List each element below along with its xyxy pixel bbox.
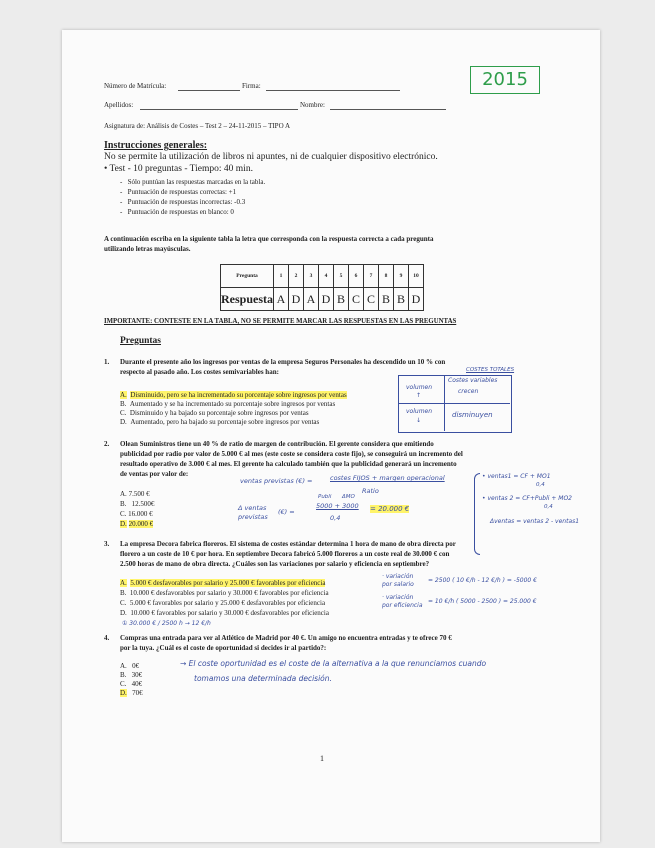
q3-note: por salario — [382, 581, 414, 588]
q-number: 3 — [304, 265, 319, 288]
answer-cell[interactable]: B — [334, 288, 349, 311]
option-letter: A. — [120, 579, 127, 587]
q1-note: Costes variables — [448, 377, 498, 384]
q4-note: tomamos una determinada decisión. — [194, 674, 332, 683]
q2-note: ΔMO — [342, 494, 355, 500]
q3-option-b: B. 10.000 € desfavorables por salario y 30.000 € favorables por eficiencia — [120, 589, 329, 597]
q1-note: volumen — [406, 384, 433, 391]
q3-option-a — [120, 579, 325, 587]
q2-option-b: B. 12.500€ — [120, 500, 155, 508]
q2-note: • ventas 2 = CF+Publi + MO2 — [482, 495, 573, 502]
firma-label: Firma: — [242, 82, 261, 90]
q2-option-c: C. 16.000 € — [120, 510, 153, 518]
q1-option-d: D. Aumentado, pero ha bajado su porcentaje sobre ingresos por ventas — [120, 418, 320, 426]
q1-note: ↑ — [416, 392, 422, 399]
option-text: Disminuido, pero se ha incrementado su porcentaje sobre ingresos por ventas — [130, 391, 347, 399]
q3-note: · variación — [382, 573, 414, 580]
q3-note: = 2500 ( 10 €/h - 12 €/h ) = -5000 € — [428, 577, 537, 584]
important-note: IMPORTANTE: CONTESTE EN LA TABLA, NO SE PERMITE MARCAR LAS RESPUESTAS EN LAS PREGUNTAS — [104, 318, 457, 325]
q4-option-c: C. 40€ — [120, 680, 143, 688]
answer-cell[interactable]: D — [319, 288, 334, 311]
q3-option-c: C. 5.000 € favorables por salario y 25.000 € desfavorables por eficiencia — [120, 599, 326, 607]
q2-text-4: de ventas por valor de: — [120, 470, 189, 478]
option-text: 5.000 € desfavorables por salario y 25.000 € favorables por eficiencia — [130, 579, 326, 587]
bullet-2: - Puntuación de respuestas correctas: +1 — [120, 188, 237, 196]
q2-note: Δventas = ventas 2 - ventas1 — [490, 518, 580, 525]
q4-text-2: por la tuya. ¿Cuál es el coste de oportunidad si decides ir al partido?: — [120, 644, 327, 652]
q2-note: (€) = — [278, 508, 295, 516]
q3-note: por eficiencia — [382, 602, 423, 609]
bullet-4: - Puntuación de respuestas en blanco: 0 — [120, 208, 234, 216]
nombre-label: Nombre: — [300, 101, 325, 109]
q1-option-c: C. Disminuido y ha bajado su porcentaje sobre ingresos por ventas — [120, 409, 309, 417]
q1-text-2: respecto al pasado año. Los costes semivariables han: — [120, 368, 279, 376]
option-letter: D. — [120, 520, 127, 528]
answer-cell[interactable]: D — [289, 288, 304, 311]
asignatura: Asignatura de: Análisis de Costes – Test 2 – 24-11-2015 – TIPO A — [104, 122, 291, 130]
q2-note: 5000 + 3000 — [316, 502, 359, 510]
q2-text-1: Olean Suministros tiene un 40 % de ratio de margen de contribución. El gerente considera que emitiendo — [120, 440, 434, 448]
q2-note: previstas — [238, 513, 268, 521]
q-number: 9 — [394, 265, 409, 288]
q2-result: = 20.000 € — [370, 505, 410, 513]
q4-number: 4. — [104, 634, 110, 642]
q-number: 7 — [364, 265, 379, 288]
q-number: 2 — [289, 265, 304, 288]
q2-note: Ratio — [362, 487, 379, 495]
q2-brace — [474, 473, 480, 555]
q4-option-d: D. 70€ — [120, 689, 143, 697]
answer-cell[interactable]: C — [364, 288, 379, 311]
q4-text-1: Compras una entrada para ver al Atlético de Madrid por 40 €. Un amigo no encuentra entradas y te ofrece 70 € — [120, 634, 452, 642]
question-number-row — [221, 265, 424, 288]
instructions-line1: No se permite la utilización de libros ni apuntes, ni de cualquier dispositivo electrónico. — [104, 152, 438, 162]
answer-cell[interactable]: C — [349, 288, 364, 311]
q-number: 4 — [319, 265, 334, 288]
q-number: 8 — [379, 265, 394, 288]
table-intro-2: utilizando letras mayúsculas. — [104, 245, 191, 253]
q2-note: 0,4 — [536, 482, 545, 488]
q1-note: crecen — [458, 388, 479, 395]
q2-note: Publi — [318, 494, 332, 500]
option-letter: D. — [120, 689, 127, 697]
q3-text-1: La empresa Decora fabrica floreros. El sistema de costes estándar determina 1 hora de mano de obra directa por — [120, 540, 456, 548]
page-number: 1 — [320, 754, 324, 763]
q2-text-2: publicidad por radio por valor de 5.000 € al mes (este coste se considera coste fijo), se conseguirá un incremento del — [120, 450, 463, 458]
exam-sheet — [62, 30, 600, 842]
option-letter: A. — [120, 391, 127, 399]
q2-number: 2. — [104, 440, 110, 448]
apellidos-label: Apellidos: — [104, 101, 134, 109]
table-intro-1: A continuación escriba en la siguiente tabla la letra que corresponda con la respuesta correcta a cada pregunta — [104, 235, 434, 243]
q2-note: Δ ventas — [238, 504, 267, 512]
bullet-3: - Puntuación de respuestas incorrectas: -0.3 — [120, 198, 246, 206]
q2-note: costes FIJOS + margen operacional — [330, 474, 445, 482]
q-number: 1 — [274, 265, 289, 288]
q-number: 10 — [409, 265, 424, 288]
pregunta-label: Pregunta — [221, 265, 274, 288]
matricula-line — [178, 90, 240, 91]
q-number: 5 — [334, 265, 349, 288]
q1-option-a — [120, 391, 347, 399]
q1-note: ↓ — [416, 417, 422, 424]
answer-cell[interactable]: A — [274, 288, 289, 311]
preguntas-title: Preguntas — [120, 336, 161, 346]
nombre-line — [330, 109, 446, 110]
q1-text-1: Durante el presente año los ingresos por ventas de la empresa Seguros Personales ha descendido un 10 % con — [120, 358, 446, 366]
option-text: 20.000 € — [128, 520, 154, 528]
q3-note: ① 30.000 € / 2500 h → 12 €/h — [122, 620, 211, 627]
q1-note: COSTES TOTALES — [466, 367, 515, 373]
q1-option-b: B. Aumentado y se ha incrementado su porcentaje sobre ingresos por ventas — [120, 400, 336, 408]
q-number: 6 — [349, 265, 364, 288]
answer-table — [220, 264, 424, 311]
q4-option-a: A. 0€ — [120, 662, 140, 670]
instructions-title: Instrucciones generales: — [104, 140, 208, 151]
q1-note-divider — [398, 403, 510, 404]
q2-note: • ventas1 = CF + MO1 — [482, 473, 551, 480]
q1-number: 1. — [104, 358, 110, 366]
q2-note: 0,4 — [544, 504, 553, 510]
answer-row — [221, 288, 424, 311]
instructions-line2: • Test - 10 preguntas - Tiempo: 40 min. — [104, 164, 253, 174]
q3-text-2: florero a un coste de 10 € por hora. En septiembre Decora fabricó 5.000 floreros a un coste real de 30.000 € con — [120, 550, 450, 558]
bullet-1: - Sólo puntúan las respuestas marcadas en la tabla. — [120, 178, 266, 186]
q3-number: 3. — [104, 540, 110, 548]
apellidos-line — [140, 109, 298, 110]
answer-cell[interactable]: A — [304, 288, 319, 311]
q3-option-d: D. 10.000 € favorables por salario y 30.000 € desfavorables por eficiencia — [120, 609, 329, 617]
q2-option-d — [120, 520, 153, 528]
q2-option-a: A. 7.500 € — [120, 490, 150, 498]
q1-note: volumen — [406, 408, 433, 415]
matricula-label: Número de Matrícula: — [104, 82, 167, 90]
q2-note: 0,4 — [330, 514, 341, 522]
answer-cell[interactable]: B — [394, 288, 409, 311]
q3-note: · variación — [382, 594, 414, 601]
answer-cell[interactable]: B — [379, 288, 394, 311]
q4-note: → El coste oportunidad es el coste de la alternativa a la que renunciamos cuando — [180, 659, 487, 668]
q1-note: disminuyen — [452, 411, 493, 419]
q4-option-b: B. 30€ — [120, 671, 143, 679]
q3-text-3: 2.500 horas de mano de obra directa. ¿Cuáles son las variaciones por salario y eficiencia en septiembre? — [120, 560, 430, 568]
year-stamp: 2015 — [470, 66, 540, 94]
q2-text-3: resultado operativo de 3.000 € al mes. El gerente ha calculado también que la publicidad generará un incremento — [120, 460, 457, 468]
respuesta-label: Respuesta — [221, 288, 274, 311]
firma-line — [266, 90, 400, 91]
q3-note: = 10 €/h ( 5000 - 2500 ) = 25.000 € — [428, 598, 537, 605]
q2-note: ventas previstas (€) = — [240, 477, 313, 485]
answer-cell[interactable]: D — [409, 288, 424, 311]
